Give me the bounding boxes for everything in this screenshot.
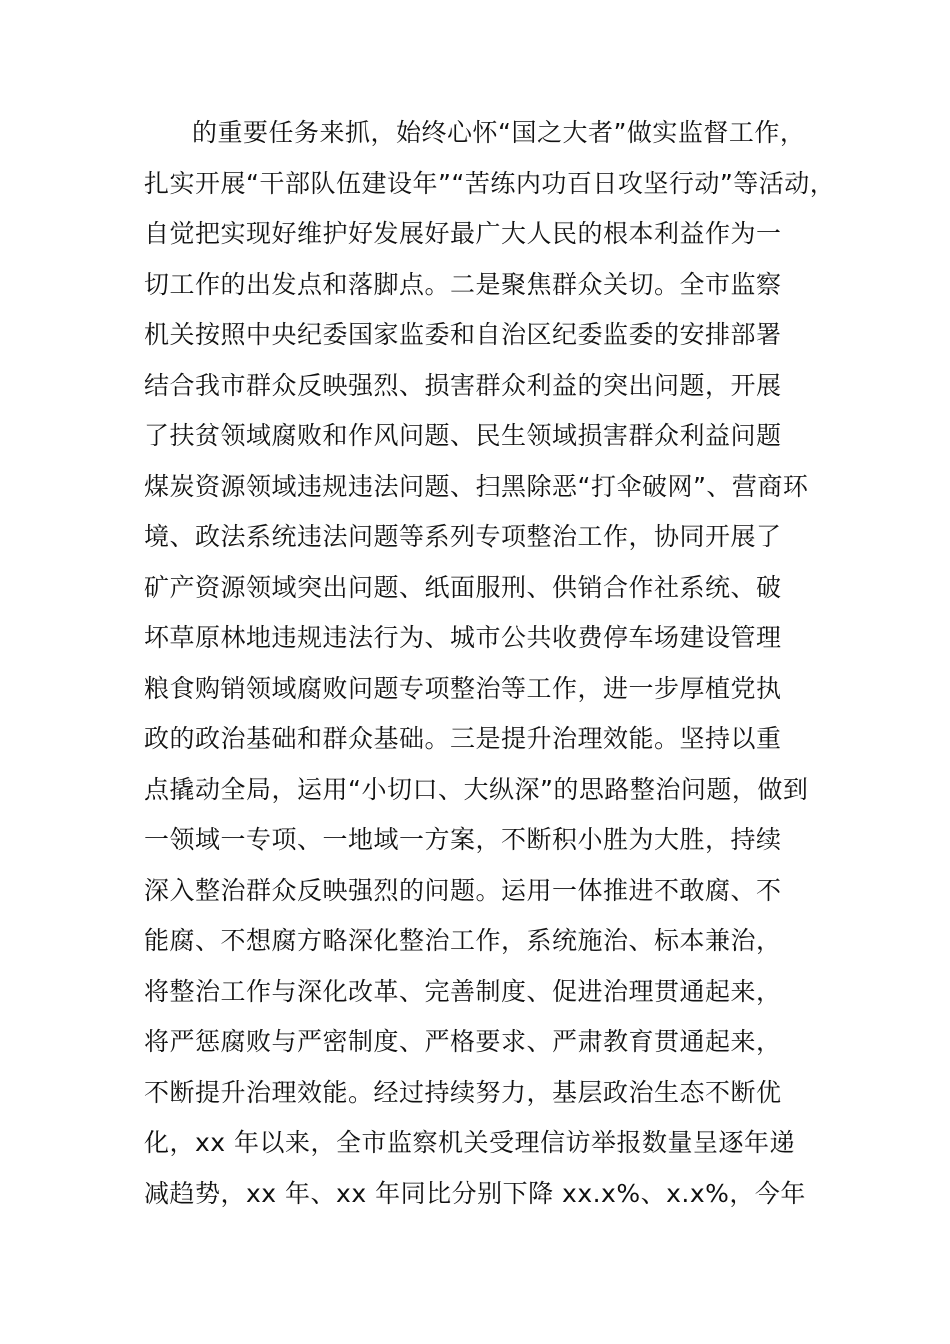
text-line: 切工作的出发点和落脚点。二是聚焦群众关切。全市监察 xyxy=(144,269,782,299)
text-line: 能腐、不想腐方略深化整治工作，系统施治、标本兼治， xyxy=(144,926,782,955)
body-text xyxy=(144,108,836,1219)
text-line: 境、政法系统违法问题等系列专项整治工作，协同开展了 xyxy=(144,522,782,551)
text-line: 了扶贫领域腐败和作风问题、民生领域损害群众利益问题 xyxy=(144,421,782,450)
text-line: 结合我市群众反映强烈、损害群众利益的突出问题，开展 xyxy=(144,370,782,400)
text-line: 将严惩腐败与严密制度、严格要求、严肃教育贯通起来， xyxy=(144,1027,782,1056)
text-line: 一领域一专项、一地域一方案，不断积小胜为大胜，持续 xyxy=(144,825,782,854)
text-line: 坏草原林地违规违法行为、城市公共收费停车场建设管理 xyxy=(144,623,782,652)
text-line: 深入整治群众反映强烈的问题。运用一体推进不敢腐、不 xyxy=(144,875,782,905)
text-line: 粮食购销领域腐败问题专项整治等工作，进一步厚植党执 xyxy=(144,673,782,703)
text-line: 扎实开展“干部队伍建设年”“苦练内功百日攻坚行动”等活动， xyxy=(144,168,836,198)
text-line: 将整治工作与深化改革、完善制度、促进治理贯通起来， xyxy=(144,976,782,1006)
text-line: 点撬动全局，运用“小切口、大纵深”的思路整治问题，做到 xyxy=(144,774,809,804)
text-line: 的重要任务来抓，始终心怀“国之大者”做实监督工作， xyxy=(192,118,806,147)
text-line: 化，xx 年以来，全市监察机关受理信访举报数量呈逐年递 xyxy=(144,1128,796,1157)
text-line: 不断提升治理效能。经过持续努力，基层政治生态不断优 xyxy=(144,1077,782,1107)
text-line: 自觉把实现好维护好发展好最广大人民的根本利益作为一 xyxy=(144,219,782,248)
text-line: 减趋势，xx 年、xx 年同比分别下降 xx.x%、x.x%，今年 xyxy=(144,1178,806,1208)
text-line: 机关按照中央纪委国家监委和自治区纪委监委的安排部署 xyxy=(144,320,782,349)
text-line: 矿产资源领域突出问题、纸面服刑、供销合作社系统、破 xyxy=(144,572,782,602)
text-line: 煤炭资源领域违规违法问题、扫黑除恶“打伞破网”、营商环 xyxy=(144,471,809,501)
text-line: 政的政治基础和群众基础。三是提升治理效能。坚持以重 xyxy=(144,724,782,753)
